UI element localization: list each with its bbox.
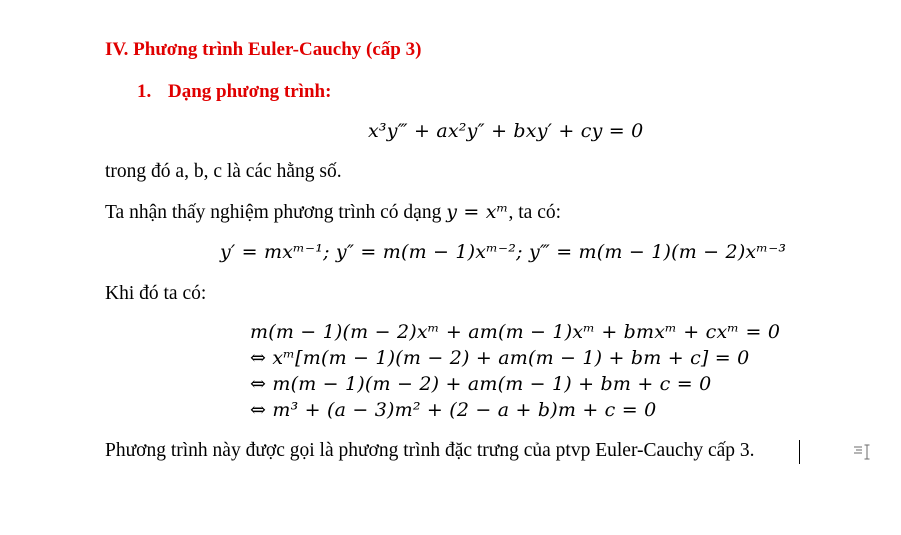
- section-heading-text: IV. Phương trình Euler-Cauchy (cấp 3): [105, 39, 422, 60]
- click-and-type-icon: [853, 443, 873, 461]
- paragraph-coefficients: trong đó a, b, c là các hằng số.: [105, 161, 342, 182]
- click-and-type-icon-graphic: [853, 443, 873, 461]
- trial-prefix: Ta nhận thấy nghiệm phương trình có dạng: [105, 202, 442, 223]
- paragraph-trial-solution: [105, 201, 561, 224]
- subsection-heading: [137, 81, 331, 103]
- derivation-line: ⇔ xᵐ[m(m − 1)(m − 2) + am(m − 1) + bm + c] = 0: [250, 347, 750, 369]
- trial-suffix: , ta có:: [508, 202, 562, 223]
- subsection-label: Dạng phương trình:: [168, 81, 332, 102]
- subsection-number: 1.: [137, 81, 152, 102]
- derivation-line: ⇔ m³ + (a − 3)m² + (2 − a + b)m + c = 0: [250, 399, 657, 421]
- section-heading: [105, 39, 421, 61]
- text-cursor-icon: [799, 440, 800, 464]
- paragraph-conclusion[interactable]: Phương trình này được gọi là phương trình đặc trưng của ptvp Euler-Cauchy cấp 3.: [105, 440, 755, 461]
- derivation-line: ⇔ m(m − 1)(m − 2) + am(m − 1) + bm + c = 0: [250, 373, 712, 395]
- paragraph-then: Khi đó ta có:: [105, 283, 207, 304]
- main-equation: x³y‴ + ax²y″ + bxy′ + cy = 0: [368, 120, 644, 142]
- derivatives-equation: y′ = mxᵐ⁻¹; y″ = m(m − 1)xᵐ⁻²; y‴ = m(m − 1)(m − 2)xᵐ⁻³: [220, 241, 787, 263]
- trial-math: y = xᵐ: [446, 201, 509, 223]
- derivation-line: m(m − 1)(m − 2)xᵐ + am(m − 1)xᵐ + bmxᵐ + cxᵐ = 0: [250, 321, 781, 343]
